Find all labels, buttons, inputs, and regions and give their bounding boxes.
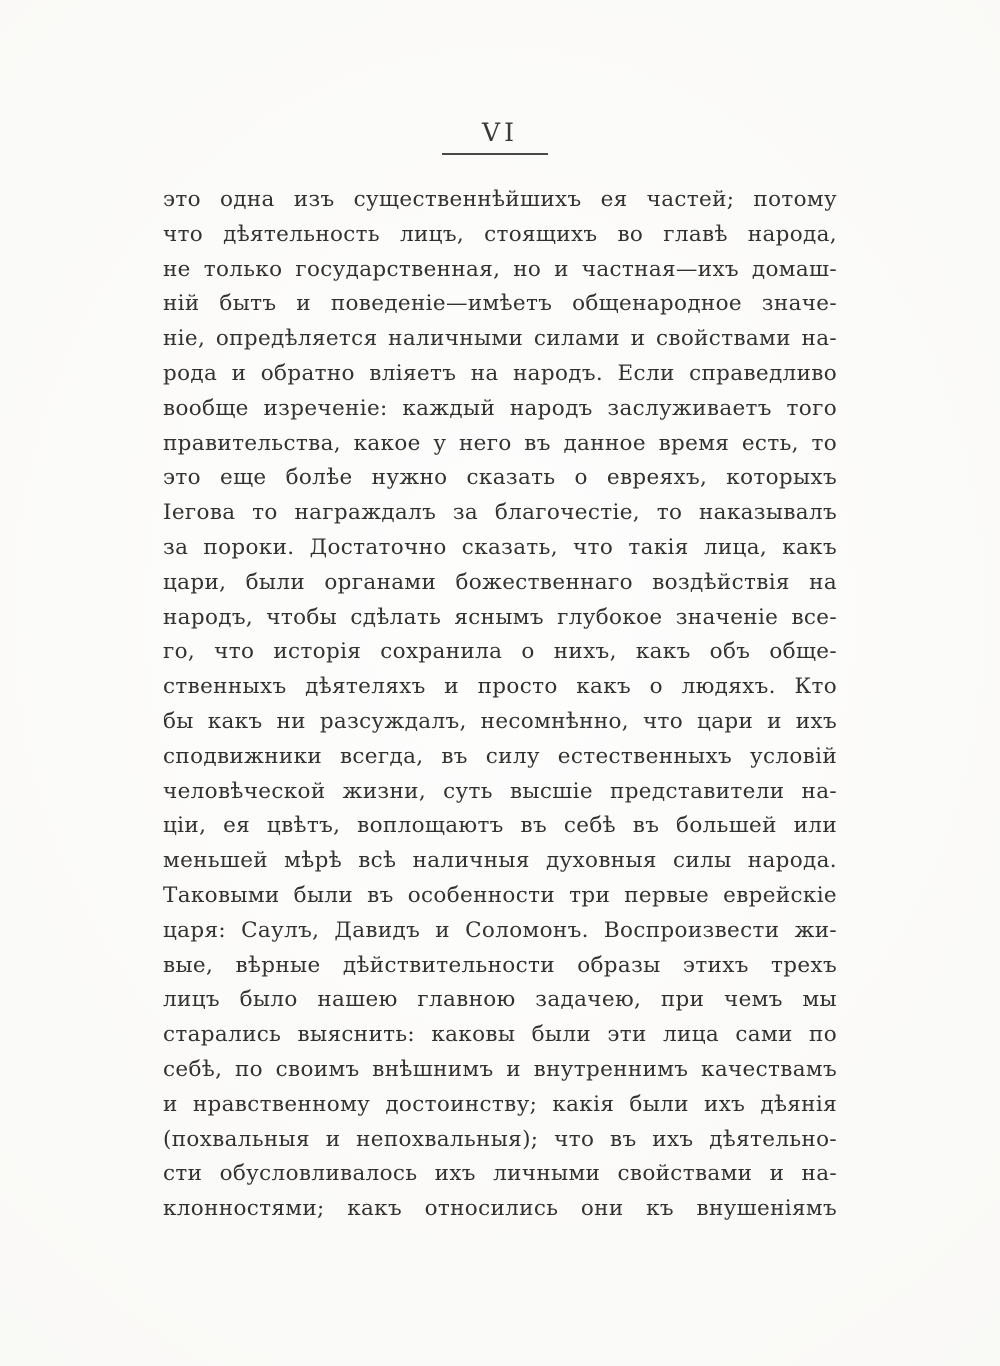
text-line: сподвижники всегда, въ силу естественныхъ условій	[163, 743, 837, 769]
text-line: лицъ было нашею главною задачею, при чемъ мы	[163, 987, 837, 1013]
text-line: что дѣятельность лицъ, стоящихъ во главѣ народа,	[163, 221, 837, 247]
text-body	[163, 183, 837, 1227]
page-number-underline	[442, 153, 548, 155]
text-line: царя: Саулъ, Давидъ и Соломонъ. Воспроизвести жи-	[163, 917, 837, 943]
text-line: не только государственная, но и частная—ихъ домаш-	[163, 256, 837, 282]
text-line: цари, были органами божественнаго воздѣйствія на	[163, 569, 837, 595]
text-line: (похвальныя и непохвальныя); что въ ихъ дѣятельно-	[163, 1126, 837, 1152]
text-line: себѣ, по своимъ внѣшнимъ и внутреннимъ качествамъ	[163, 1056, 837, 1082]
text-line: сти обусловливалось ихъ личными свойствами и на-	[163, 1161, 837, 1187]
text-line: Таковыми были въ особенности три первые еврейскіе	[163, 882, 837, 908]
text-line: это одна изъ существеннѣйшихъ ея частей; потому	[163, 187, 837, 212]
text-line: вообще изреченіе: каждый народъ заслуживаетъ того	[163, 395, 837, 421]
text-line: меньшей мѣрѣ всѣ наличныя духовныя силы народа.	[163, 848, 837, 874]
text-line: ціи, ея цвѣтъ, воплощаютъ въ себѣ въ большей или	[163, 813, 837, 839]
text-line: человѣческой жизни, суть высшіе представители на-	[163, 778, 837, 804]
text-line: за пороки. Достаточно сказать, что такія лица, какъ	[163, 534, 837, 560]
text-line: клонностями; какъ относились они къ внушеніямъ	[163, 1196, 837, 1222]
text-line: Іегова то награждалъ за благочестіе, то наказывалъ	[163, 500, 837, 526]
text-line: народъ, чтобы сдѣлать яснымъ глубокое значеніе все-	[163, 604, 837, 630]
text-line: это еще болѣе нужно сказать о евреяхъ, которыхъ	[163, 465, 837, 491]
text-line: вые, вѣрные дѣйствительности образы этихъ трехъ	[163, 952, 837, 978]
text-line: ніе, опредѣляется наличными силами и свойствами на-	[163, 326, 837, 352]
text-line: ній бытъ и поведеніе—имѣетъ общенародное значе-	[163, 291, 837, 317]
text-line: рода и обратно вліяетъ на народъ. Если справедливо	[163, 360, 837, 386]
text-line: го, что исторія сохранила о нихъ, какъ объ обще-	[163, 639, 837, 665]
text-line: ственныхъ дѣятеляхъ и просто какъ о людяхъ. Кто	[163, 674, 837, 700]
page-number: VI	[482, 118, 518, 147]
text-line: правительства, какое у него въ данное время есть, то	[163, 430, 837, 456]
text-line: и нравственному достоинству; какія были ихъ дѣянія	[163, 1091, 837, 1117]
text-line: старались выяснить: каковы были эти лица сами по	[163, 1022, 837, 1048]
text-line: бы какъ ни разсуждалъ, несомнѣнно, что цари и ихъ	[163, 708, 837, 734]
